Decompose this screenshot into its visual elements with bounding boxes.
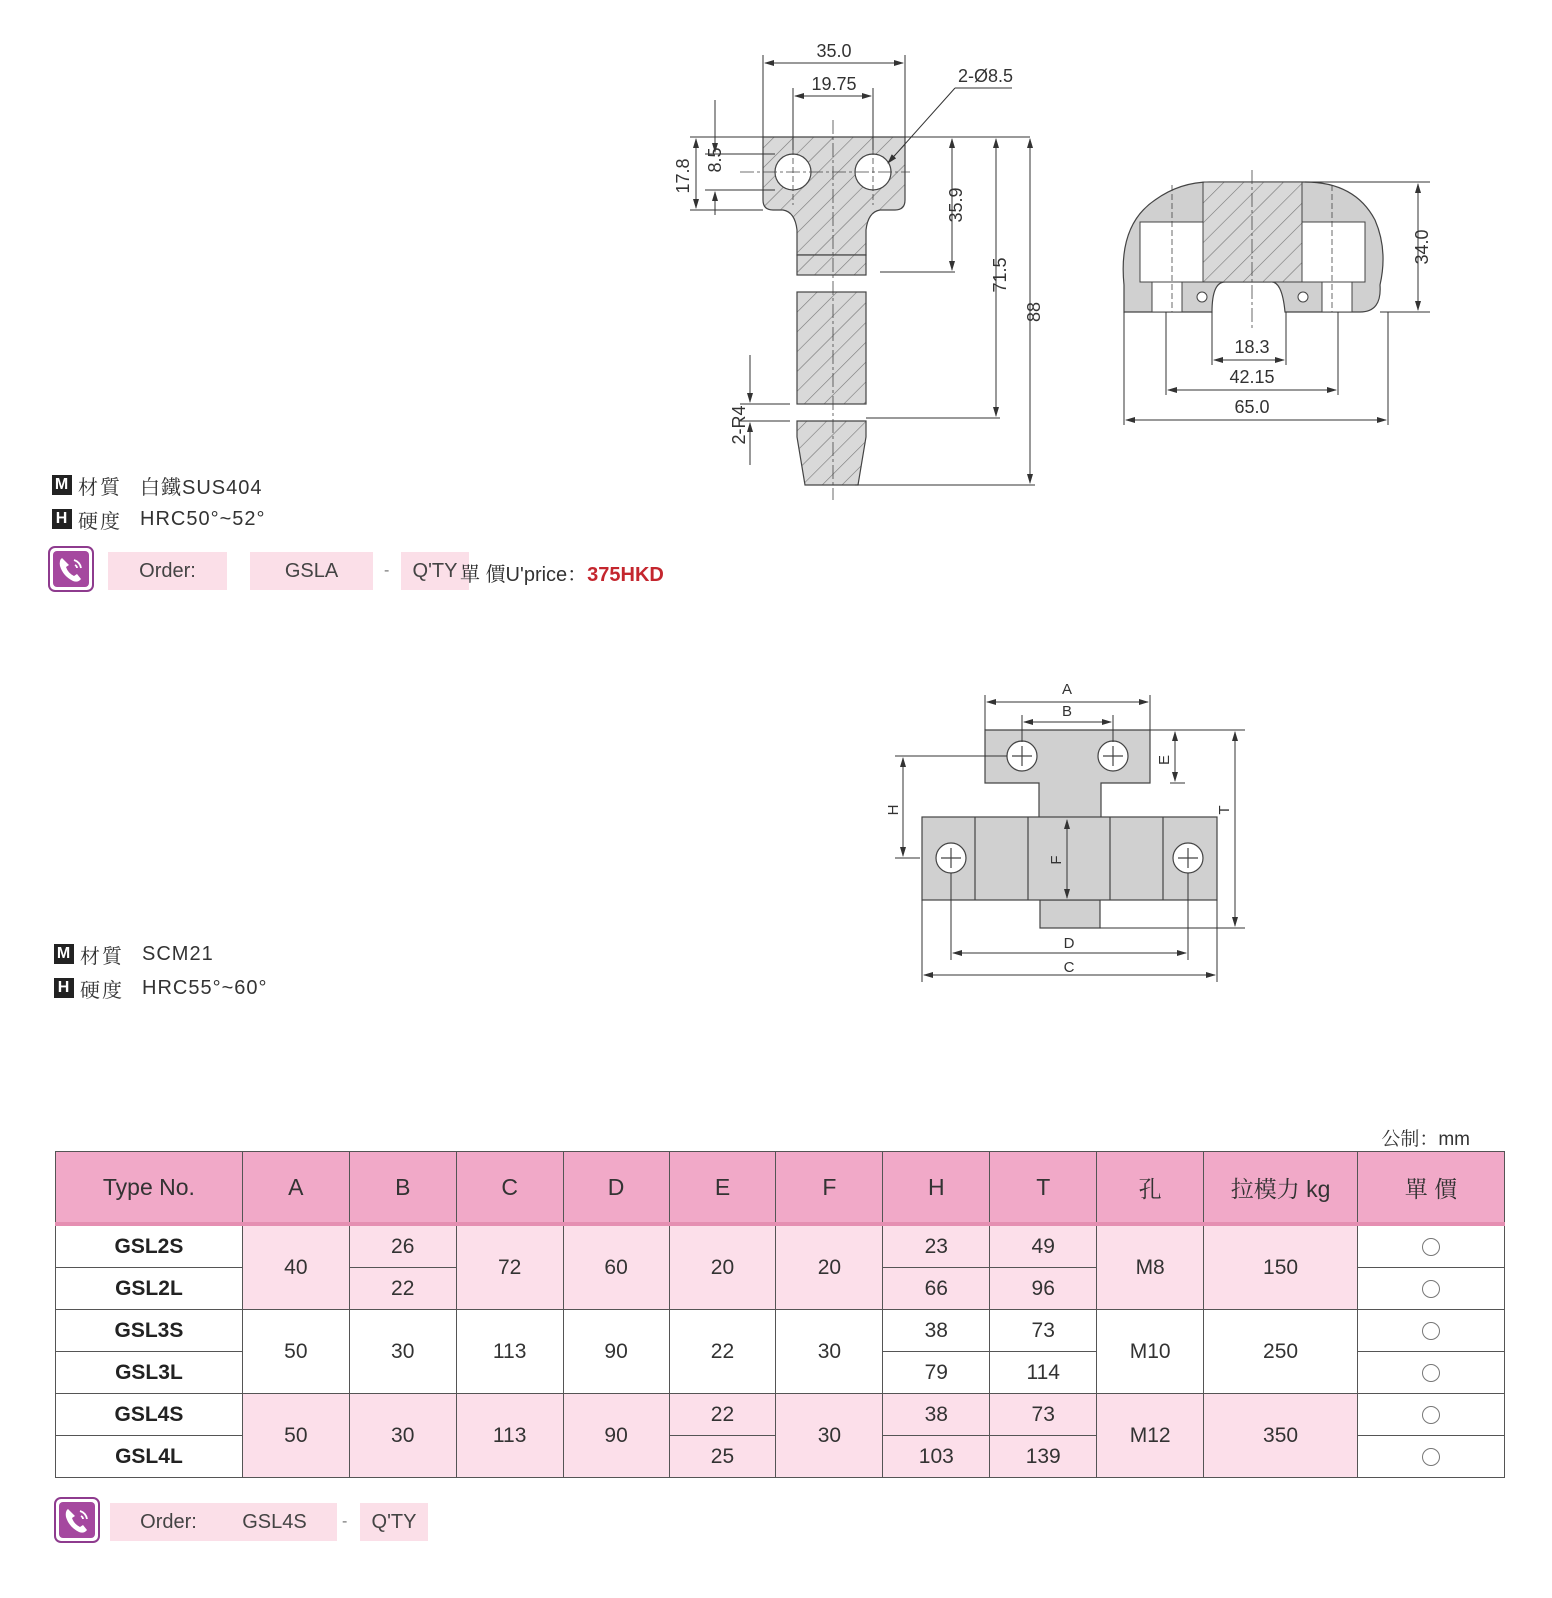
- cell-b: 26: [349, 1224, 456, 1268]
- cell-e: 22: [669, 1394, 776, 1436]
- hardness-label: 硬度: [78, 510, 122, 533]
- dim-35-9: 35.9: [946, 187, 966, 223]
- label-a: A: [1061, 681, 1073, 698]
- col-e: E: [669, 1152, 776, 1225]
- order-code-2: GSL4S: [212, 1503, 337, 1541]
- material-label-2: 材質: [80, 945, 124, 968]
- order-code: GSLA: [250, 552, 373, 590]
- cell-price: [1358, 1394, 1505, 1436]
- dim-34-0: 34.0: [1412, 229, 1432, 265]
- cell-d: 90: [563, 1394, 669, 1478]
- cell-c: 72: [456, 1224, 563, 1310]
- cell-force: 350: [1204, 1394, 1358, 1478]
- price-circle-icon: [1422, 1322, 1440, 1340]
- label-c: C: [1063, 959, 1075, 976]
- hardness-value-2: HRC55°~60°: [142, 976, 268, 999]
- cell-t: 96: [990, 1268, 1097, 1310]
- type-cell: GSL4L: [56, 1436, 243, 1478]
- cell-f: 30: [776, 1394, 883, 1478]
- table-row: [56, 1224, 1505, 1268]
- cell-hole: M8: [1097, 1224, 1204, 1310]
- cell-price: [1358, 1224, 1505, 1268]
- qty-field[interactable]: Q'TY: [401, 552, 469, 590]
- col-d: D: [563, 1152, 669, 1225]
- cell-h: 38: [883, 1310, 990, 1352]
- dim-71-5: 71.5: [990, 257, 1010, 293]
- order-dash: -: [384, 562, 390, 579]
- cell-h: 66: [883, 1268, 990, 1310]
- col-price: 單 價: [1358, 1152, 1505, 1225]
- price-value: 375HKD: [587, 564, 664, 586]
- cell-t: 73: [990, 1394, 1097, 1436]
- cell-hole: M12: [1097, 1394, 1204, 1478]
- cell-price: [1358, 1352, 1505, 1394]
- price-circle-icon: [1422, 1238, 1440, 1256]
- col-f: F: [776, 1152, 883, 1225]
- type-cell: GSL2L: [56, 1268, 243, 1310]
- phone-order-icon: [54, 1497, 100, 1543]
- unit-note: 公制：mm: [1381, 1129, 1470, 1150]
- phone-order-icon: [48, 546, 94, 592]
- spec-table: [55, 1151, 1505, 1478]
- hardness-badge: H: [52, 509, 72, 529]
- col-force: 拉模力 kg: [1204, 1152, 1358, 1225]
- hardness-row: [52, 502, 266, 536]
- cell-price: [1358, 1268, 1505, 1310]
- cell-f: 20: [776, 1224, 883, 1310]
- cell-a: 40: [242, 1224, 349, 1310]
- cell-a: 50: [242, 1310, 349, 1394]
- label-f: F: [1048, 855, 1065, 865]
- table-row: [56, 1310, 1505, 1352]
- cell-e: 20: [669, 1224, 776, 1310]
- material-value: 白鐵SUS404: [140, 476, 263, 499]
- label-d: D: [1063, 935, 1075, 952]
- dim-17-8: 17.8: [673, 158, 693, 194]
- cell-e: 25: [669, 1436, 776, 1478]
- label-h: H: [885, 804, 902, 816]
- label-e: E: [1156, 754, 1173, 766]
- col-hole: 孔: [1097, 1152, 1204, 1225]
- dim-2-r4: 2-R4: [729, 405, 749, 445]
- cell-t: 114: [990, 1352, 1097, 1394]
- cell-h: 103: [883, 1436, 990, 1478]
- price-circle-icon: [1422, 1448, 1440, 1466]
- label-t: T: [1216, 805, 1233, 815]
- cell-force: 250: [1204, 1310, 1358, 1394]
- dim-19-75: 19.75: [811, 74, 857, 94]
- gsla-front-view: [740, 120, 910, 500]
- cell-t: 73: [990, 1310, 1097, 1352]
- material-row: [52, 468, 266, 502]
- col-a: A: [242, 1152, 349, 1225]
- gsla-spec: [52, 468, 266, 536]
- order-dash-2: -: [342, 1513, 348, 1530]
- material-row-2: [54, 937, 268, 971]
- cell-price: [1358, 1310, 1505, 1352]
- cell-e: 22: [669, 1310, 776, 1394]
- order-label: Order:: [108, 552, 227, 590]
- table-row: [56, 1394, 1505, 1436]
- price-circle-icon: [1422, 1406, 1440, 1424]
- type-cell: GSL2S: [56, 1224, 243, 1268]
- material-value-2: SCM21: [142, 942, 214, 965]
- material-badge: M: [52, 475, 72, 495]
- price-circle-icon: [1422, 1364, 1440, 1382]
- cell-c: 113: [456, 1310, 563, 1394]
- dim-18-3: 18.3: [1234, 337, 1270, 357]
- cell-price: [1358, 1436, 1505, 1478]
- type-cell: GSL3S: [56, 1310, 243, 1352]
- cell-force: 150: [1204, 1224, 1358, 1310]
- gsl-order: [54, 1497, 484, 1545]
- cell-b: 22: [349, 1268, 456, 1310]
- material-badge-2: M: [54, 944, 74, 964]
- hardness-row-2: [54, 971, 268, 1005]
- cell-c: 113: [456, 1394, 563, 1478]
- gsla-drawing: [0, 0, 1552, 520]
- gsla-side-view: [1123, 170, 1383, 330]
- col-c: C: [456, 1152, 563, 1225]
- hardness-label-2: 硬度: [80, 979, 124, 1002]
- cell-f: 30: [776, 1310, 883, 1394]
- col-type: Type No.: [56, 1152, 243, 1225]
- material-label: 材質: [78, 476, 122, 499]
- table-header-row: [56, 1152, 1505, 1225]
- dim-8-5: 8.5: [705, 147, 725, 173]
- cell-b: 30: [349, 1394, 456, 1478]
- type-cell: GSL3L: [56, 1352, 243, 1394]
- type-cell: GSL4S: [56, 1394, 243, 1436]
- col-h: H: [883, 1152, 990, 1225]
- cell-hole: M10: [1097, 1310, 1204, 1394]
- cell-h: 38: [883, 1394, 990, 1436]
- hardness-value: HRC50°~52°: [140, 507, 266, 530]
- order-label-2: Order:: [110, 1503, 227, 1541]
- qty-field-2[interactable]: Q'TY: [360, 1503, 428, 1541]
- price-circle-icon: [1422, 1280, 1440, 1298]
- cell-a: 50: [242, 1394, 349, 1478]
- hardness-badge-2: H: [54, 978, 74, 998]
- cell-h: 23: [883, 1224, 990, 1268]
- dim-88: 88: [1024, 301, 1044, 323]
- dim-hole-dia: 2-Ø8.5: [958, 66, 1014, 86]
- cell-d: 60: [563, 1224, 669, 1310]
- col-t: T: [990, 1152, 1097, 1225]
- unit-price: [460, 558, 664, 587]
- dim-65-0: 65.0: [1234, 397, 1270, 417]
- cell-t: 49: [990, 1224, 1097, 1268]
- price-label: 單 價U'price：: [460, 564, 588, 586]
- col-b: B: [349, 1152, 456, 1225]
- cell-d: 90: [563, 1310, 669, 1394]
- gsl-spec: [54, 937, 268, 1005]
- gsla-order: [48, 546, 468, 594]
- dim-35-0: 35.0: [816, 41, 852, 61]
- cell-t: 139: [990, 1436, 1097, 1478]
- cell-b: 30: [349, 1310, 456, 1394]
- label-b: B: [1061, 703, 1073, 720]
- cell-h: 79: [883, 1352, 990, 1394]
- dim-42-15: 42.15: [1229, 367, 1275, 387]
